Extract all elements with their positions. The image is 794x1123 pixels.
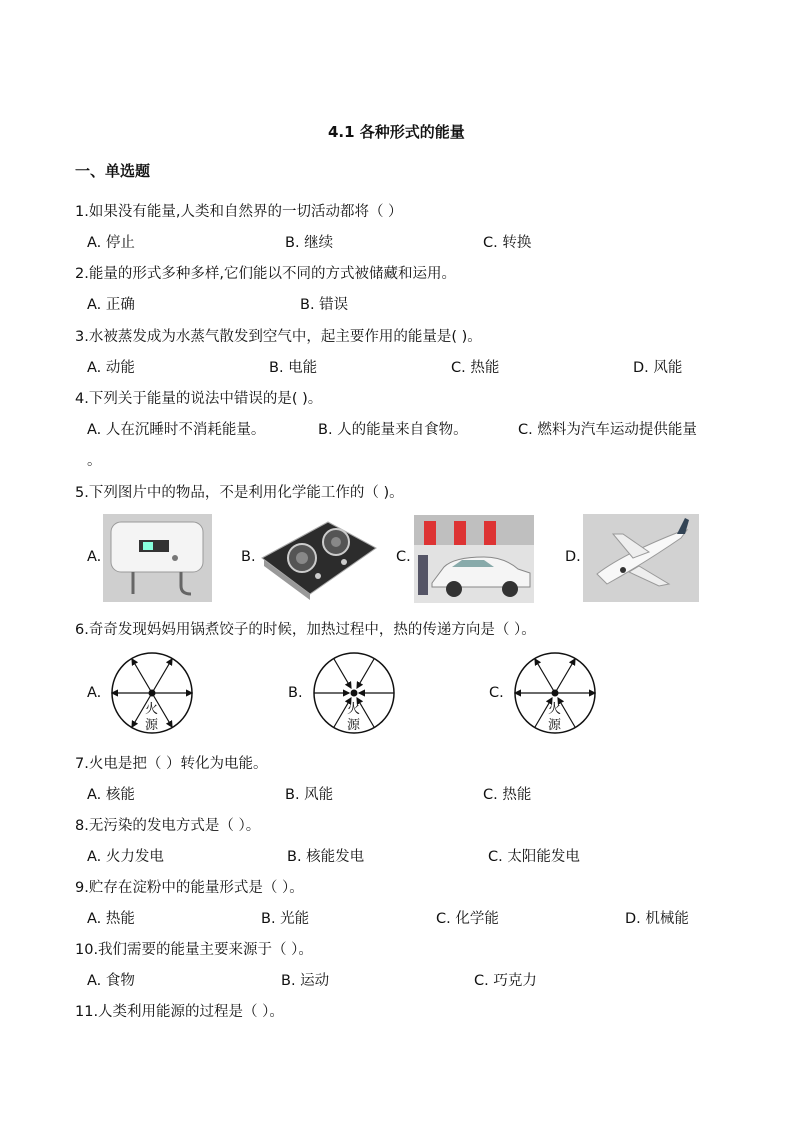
option-9-d[interactable]: D. 机械能 <box>625 911 689 927</box>
gas-stove-icon <box>258 514 378 602</box>
option-2-b[interactable]: B. 错误 <box>300 297 349 313</box>
fire-source-label-top: 火 <box>548 702 562 717</box>
section-heading: 一、单选题 <box>75 162 151 180</box>
question-stem-11: 11.人类利用能源的过程是（ ）。 <box>75 1004 284 1020</box>
option-9-c[interactable]: C. 化学能 <box>436 911 499 927</box>
option-5-c[interactable]: C. <box>396 549 411 565</box>
option-8-c[interactable]: C. 太阳能发电 <box>488 849 580 865</box>
option-4-c[interactable]: C. 燃料为汽车运动提供能量 <box>518 422 697 438</box>
option-5-b[interactable]: B. <box>241 549 256 565</box>
question-stem-8: 8.无污染的发电方式是（ ）。 <box>75 818 261 834</box>
question-stem-3: 3.水被蒸发成为水蒸气散发到空气中，起主要作用的能量是( )。 <box>75 329 482 345</box>
option-7-b[interactable]: B. 风能 <box>285 787 334 803</box>
option-3-b[interactable]: B. 电能 <box>269 360 318 376</box>
question-stem-1: 1.如果没有能量,人类和自然界的一切活动都将（ ） <box>75 204 403 220</box>
option-4-c-wrap: 。 <box>87 453 102 469</box>
heat-diagram-c <box>511 650 599 736</box>
option-10-c[interactable]: C. 巧克力 <box>474 973 537 989</box>
option-10-a[interactable]: A. 食物 <box>87 973 135 989</box>
option-5-d[interactable]: D. <box>565 549 581 565</box>
option-4-b[interactable]: B. 人的能量来自食物。 <box>318 422 468 438</box>
option-7-a[interactable]: A. 核能 <box>87 787 135 803</box>
option-9-a[interactable]: A. 热能 <box>87 911 135 927</box>
option-7-c[interactable]: C. 热能 <box>483 787 532 803</box>
heat-diagram-a <box>108 650 196 736</box>
option-6-b[interactable]: B. <box>288 685 303 701</box>
option-8-a[interactable]: A. 火力发电 <box>87 849 164 865</box>
question-stem-10: 10.我们需要的能量主要来源于（ ）。 <box>75 942 313 958</box>
question-stem-7: 7.火电是把（ ）转化为电能。 <box>75 756 268 772</box>
car-refuel-icon <box>414 515 534 603</box>
option-2-a[interactable]: A. 正确 <box>87 297 135 313</box>
fire-source-label-top: 火 <box>145 702 159 717</box>
option-3-c[interactable]: C. 热能 <box>451 360 500 376</box>
water-heater-icon <box>103 514 212 602</box>
question-stem-9: 9.贮存在淀粉中的能量形式是（ ）。 <box>75 880 304 896</box>
fire-source-label-bottom: 源 <box>145 718 159 733</box>
option-10-b[interactable]: B. 运动 <box>281 973 330 989</box>
heat-diagram-b <box>310 650 398 736</box>
question-stem-4: 4.下列关于能量的说法中错误的是( )。 <box>75 391 323 407</box>
option-6-a[interactable]: A. <box>87 685 102 701</box>
option-3-d[interactable]: D. 风能 <box>633 360 683 376</box>
option-9-b[interactable]: B. 光能 <box>261 911 310 927</box>
option-1-b[interactable]: B. 继续 <box>285 235 334 251</box>
option-1-c[interactable]: C. 转换 <box>483 235 532 251</box>
fire-source-label-bottom: 源 <box>548 718 562 733</box>
fire-source-label-bottom: 源 <box>347 718 361 733</box>
option-8-b[interactable]: B. 核能发电 <box>287 849 365 865</box>
option-5-a[interactable]: A. <box>87 549 102 565</box>
airplane-icon <box>583 514 699 602</box>
fire-source-label-top: 火 <box>347 702 361 717</box>
option-6-c[interactable]: C. <box>489 685 504 701</box>
option-4-a[interactable]: A. 人在沉睡时不消耗能量。 <box>87 422 266 438</box>
question-stem-2: 2.能量的形式多种多样,它们能以不同的方式被储藏和运用。 <box>75 266 456 282</box>
option-1-a[interactable]: A. 停止 <box>87 235 135 251</box>
question-stem-5: 5.下列图片中的物品，不是利用化学能工作的（ )。 <box>75 485 404 501</box>
page-title: 4.1 各种形式的能量 <box>328 123 465 141</box>
question-stem-6: 6.奇奇发现妈妈用锅煮饺子的时候，加热过程中，热的传递方向是（ ）。 <box>75 622 536 638</box>
option-3-a[interactable]: A. 动能 <box>87 360 135 376</box>
